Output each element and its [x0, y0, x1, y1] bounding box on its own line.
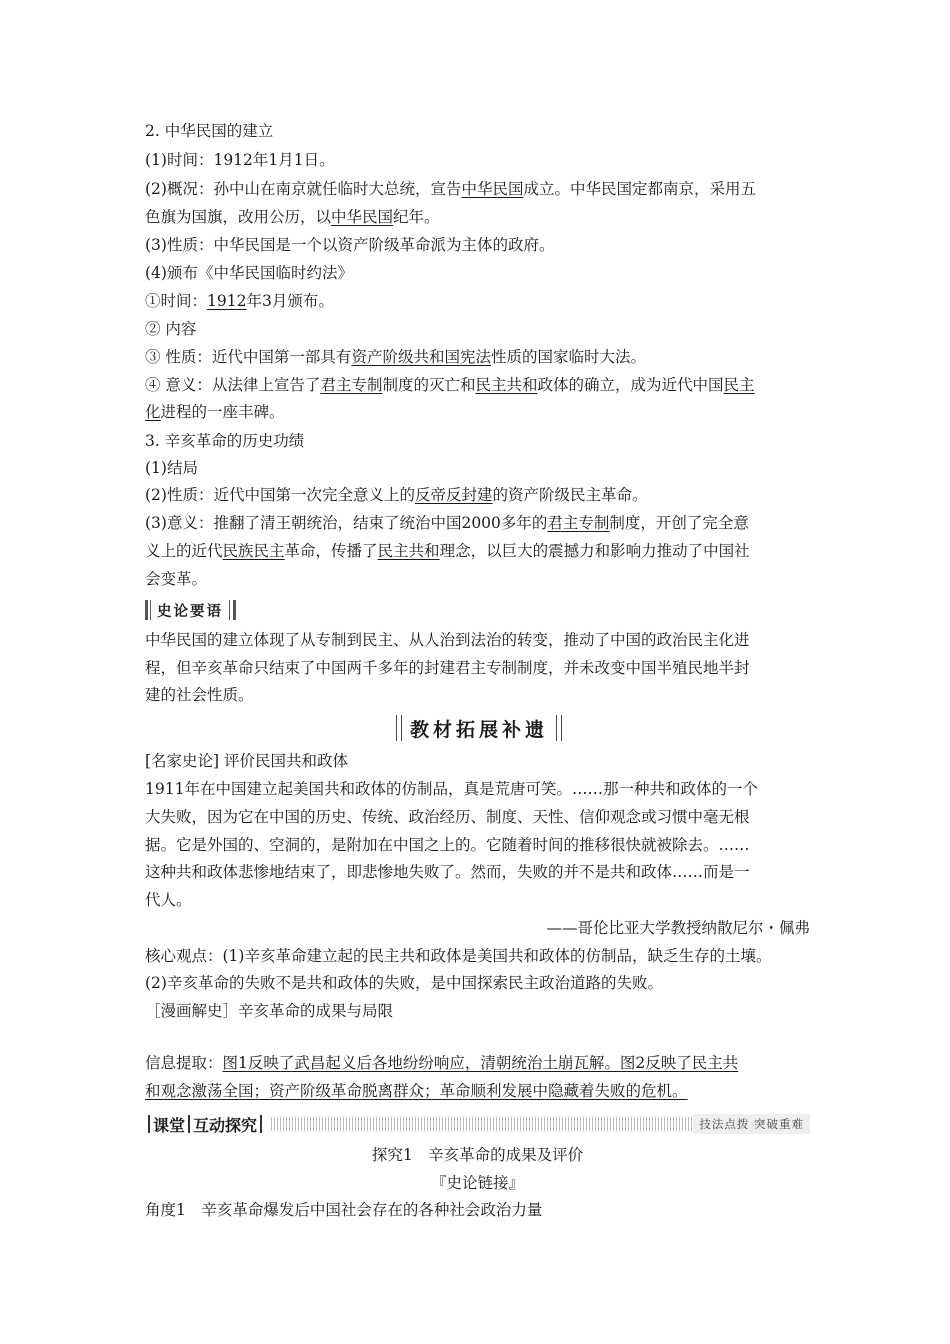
section3-significance-line3: 会变革。 — [145, 570, 208, 588]
ketang-dotted-fill — [271, 1117, 693, 1131]
mingjia-line-4: 这种共和政体悲惨地结束了，即悲惨地失败了。然而，失败的并不是共和政体……而是一 — [145, 863, 750, 881]
shilun-tag — [145, 599, 238, 621]
mingjia-line-1: 1911年在中国建立起美国共和政体的仿制品，真是荒唐可笑。……那一种共和政体的一个 — [145, 780, 758, 798]
section3-significance-line1: (3)意义：推翻了清王朝统治，结束了统治中国2000多年的君主专制制度，开创了完全意 — [145, 514, 749, 532]
section-banner — [394, 713, 564, 743]
section2-overview-line2: 色旗为国旗，改用公历，以中华民国纪年。 — [145, 208, 440, 226]
manhua-info-line-2: 和观念激荡全国；资产阶级革命脱离群众；革命顺利发展中隐藏着失败的危机。 — [145, 1082, 688, 1100]
shilun-line-3: 建的社会性质。 — [145, 686, 254, 704]
section3-heading: 3. 辛亥革命的历史功绩 — [145, 432, 305, 450]
section2-heading: 2. 中华民国的建立 — [145, 122, 274, 140]
section2-law-nature: ③ 性质：近代中国第一部具有资产阶级共和国宪法性质的国家临时大法。 — [145, 348, 646, 366]
section3-result: (1)结局 — [145, 459, 198, 477]
manhua-info-line-1: 信息提取：图1反映了武昌起义后各地纷纷响应，清朝统治土崩瓦解。图2反映了民主共 — [145, 1054, 739, 1072]
explore-title: 探究1 辛亥革命的成果及评价 — [371, 1146, 584, 1164]
ketang-band — [145, 1113, 810, 1135]
section2-law-content: ② 内容 — [145, 320, 197, 338]
section2-nature: (3)性质：中华民国是一个以资产阶级革命派为主体的政府。 — [145, 236, 555, 254]
shilun-line-2: 程，但辛亥革命只结束了中国两千多年的封建君主专制制度，并未改变中国半殖民地半封 — [145, 659, 750, 677]
ketang-title-part2: 互动探究 — [193, 1115, 258, 1135]
explore-subtitle: 『史论链接』 — [430, 1174, 524, 1192]
mingjia-core-1: 核心观点：(1)辛亥革命建立起的民主共和政体是美国共和政体的仿制品，缺乏生存的土壤。 — [145, 947, 772, 965]
ketang-right-tags: 技法点拨 突破重难 — [693, 1114, 810, 1134]
manhua-heading: ［漫画解史］辛亥革命的成果与局限 — [145, 1002, 394, 1020]
explore-angle: 角度1 辛亥革命爆发后中国社会存在的各种社会政治力量 — [145, 1201, 543, 1219]
section2-law-time: ①时间：1912年3月颁布。 — [145, 292, 334, 310]
section-banner-title: 教材拓展补遗 — [410, 718, 549, 741]
section3-nature: (2)性质：近代中国第一次完全意义上的反帝反封建的资产阶级民主革命。 — [145, 486, 648, 504]
shilun-tag-label: 史论要语 — [157, 603, 223, 620]
section2-overview-line1: (2)概况：孙中山在南京就任临时大总统，宣告中华民国成立。中华民国定都南京，采用五 — [145, 180, 756, 198]
mingjia-line-5: 代人。 — [145, 891, 192, 909]
mingjia-heading: [名家史论] 评价民国共和政体 — [145, 752, 349, 770]
shilun-line-1: 中华民国的建立体现了从专制到民主、从人治到法治的转变，推动了中国的政治民主化进 — [145, 631, 750, 649]
mingjia-line-2: 大失败，因为它在中国的历史、传统、政治经历、制度、天性、信仰观念或习惯中毫无根 — [145, 808, 750, 826]
ketang-title-part1: 课堂 — [153, 1115, 186, 1135]
section2-time: (1)时间：1912年1月1日。 — [145, 151, 335, 169]
section3-significance-line2: 义上的近代民族民主革命，传播了民主共和理念，以巨大的震撼力和影响力推动了中国社 — [145, 542, 750, 560]
mingjia-core-2: (2)辛亥革命的失败不是共和政体的失败，是中国探索民主政治道路的失败。 — [145, 974, 663, 992]
section2-law-significance-line2: 化进程的一座丰碑。 — [145, 403, 285, 421]
mingjia-source: ——哥伦比亚大学教授纳散尼尔・佩弗 — [546, 919, 810, 937]
mingjia-line-3: 据。它是外国的、空洞的，是附加在中国之上的。它随着时间的推移很快就被除去。…… — [145, 836, 750, 854]
section2-law-significance-line1: ④ 意义：从法律上宣告了君主专制制度的灭亡和民主共和政体的确立，成为近代中国民主 — [145, 376, 755, 394]
ketang-title — [145, 1113, 271, 1136]
section2-law: (4)颁布《中华民国临时约法》 — [145, 264, 353, 282]
